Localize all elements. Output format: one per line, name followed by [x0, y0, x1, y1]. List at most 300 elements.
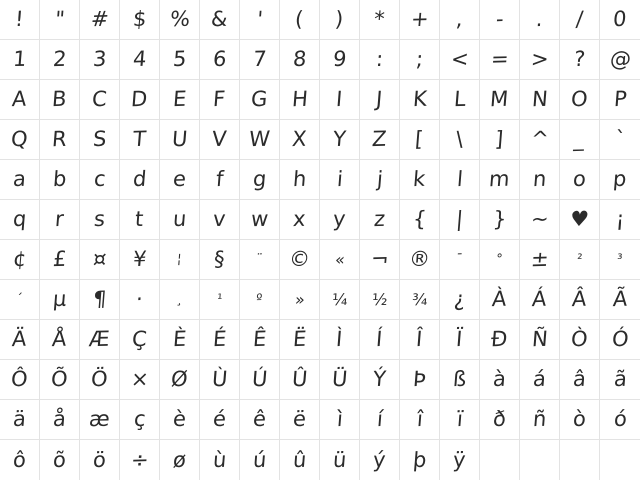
glyph: W: [248, 126, 271, 152]
glyph-cell[interactable]: [240, 40, 280, 80]
glyph-cell[interactable]: [360, 120, 400, 160]
glyph-cell[interactable]: [440, 440, 480, 480]
glyph-cell[interactable]: [160, 360, 200, 400]
glyph-cell[interactable]: [200, 80, 240, 120]
glyph-cell[interactable]: [600, 320, 640, 360]
glyph-cell[interactable]: [40, 400, 80, 440]
glyph: :: [375, 46, 385, 72]
glyph: U: [170, 126, 189, 152]
glyph: å: [52, 406, 67, 432]
glyph: R: [51, 126, 68, 152]
glyph: C: [91, 86, 108, 112]
glyph: ã: [612, 366, 628, 392]
glyph-cell[interactable]: [360, 280, 400, 320]
glyph: É: [211, 326, 228, 352]
glyph-cell[interactable]: [560, 320, 600, 360]
glyph: v: [212, 206, 227, 232]
glyph-cell[interactable]: [0, 320, 40, 360]
glyph-cell[interactable]: [160, 400, 200, 440]
glyph: õ: [52, 447, 67, 472]
glyph-cell[interactable]: [80, 400, 120, 440]
glyph-cell[interactable]: [240, 120, 280, 160]
glyph: P: [612, 86, 628, 112]
glyph: K: [411, 86, 428, 112]
glyph-cell[interactable]: [480, 0, 520, 40]
glyph: +: [409, 6, 430, 32]
glyph-cell[interactable]: [560, 440, 600, 480]
glyph-cell[interactable]: [200, 400, 240, 440]
glyph-cell[interactable]: [600, 80, 640, 120]
glyph-cell[interactable]: [160, 160, 200, 200]
glyph-cell[interactable]: [240, 400, 280, 440]
glyph-cell[interactable]: [520, 160, 560, 200]
glyph-cell[interactable]: [120, 400, 160, 440]
glyph-cell[interactable]: [200, 280, 240, 320]
glyph-cell[interactable]: [480, 360, 520, 400]
glyph: è: [172, 406, 187, 432]
glyph-cell[interactable]: [400, 0, 440, 40]
glyph-cell[interactable]: [440, 40, 480, 80]
glyph-cell[interactable]: [600, 200, 640, 240]
glyph-cell[interactable]: [40, 40, 80, 80]
glyph-cell[interactable]: [480, 400, 520, 440]
glyph-cell[interactable]: [320, 400, 360, 440]
glyph-cell[interactable]: [400, 400, 440, 440]
glyph: B: [51, 86, 68, 112]
glyph: ñ: [531, 406, 548, 432]
glyph-cell[interactable]: [160, 120, 200, 160]
glyph-cell[interactable]: [440, 400, 480, 440]
glyph: ¸: [175, 291, 184, 308]
glyph-cell[interactable]: [480, 320, 520, 360]
glyph: f: [214, 166, 225, 192]
glyph: ~: [529, 206, 550, 232]
glyph: Y: [332, 126, 347, 152]
glyph-cell[interactable]: [320, 40, 360, 80]
glyph: ♥: [569, 206, 590, 232]
glyph: Û: [290, 366, 309, 392]
glyph-cell[interactable]: [360, 160, 400, 200]
glyph-cell[interactable]: [600, 400, 640, 440]
glyph: Á: [531, 286, 548, 312]
glyph: 5: [171, 46, 188, 72]
glyph-cell[interactable]: [40, 120, 80, 160]
glyph-cell[interactable]: [400, 120, 440, 160]
glyph-cell[interactable]: [40, 200, 80, 240]
glyph-cell[interactable]: [40, 280, 80, 320]
glyph-cell[interactable]: [240, 0, 280, 40]
glyph: !: [14, 6, 25, 32]
glyph: Ï: [455, 326, 464, 352]
glyph-cell[interactable]: [280, 240, 320, 280]
glyph: %: [168, 6, 191, 32]
glyph-cell[interactable]: [360, 40, 400, 80]
glyph-cell[interactable]: [560, 240, 600, 280]
glyph-cell[interactable]: [440, 160, 480, 200]
glyph: À: [491, 286, 508, 312]
glyph-cell[interactable]: [120, 120, 160, 160]
glyph-cell[interactable]: [560, 200, 600, 240]
glyph-cell[interactable]: [280, 0, 320, 40]
glyph: £: [51, 246, 68, 272]
glyph-cell[interactable]: [240, 200, 280, 240]
glyph-cell[interactable]: [240, 360, 280, 400]
glyph: M: [489, 86, 510, 112]
glyph-cell[interactable]: [560, 120, 600, 160]
glyph-cell[interactable]: [40, 160, 80, 200]
glyph-cell[interactable]: [280, 440, 320, 480]
glyph: u: [171, 206, 188, 232]
glyph: m: [488, 166, 511, 192]
glyph-cell[interactable]: [80, 120, 120, 160]
glyph-cell[interactable]: [240, 240, 280, 280]
glyph-cell[interactable]: [560, 0, 600, 40]
glyph: ¬: [369, 246, 390, 272]
glyph-cell[interactable]: [200, 40, 240, 80]
glyph-cell[interactable]: [40, 80, 80, 120]
glyph-cell[interactable]: [520, 320, 560, 360]
glyph-cell[interactable]: [320, 80, 360, 120]
glyph: æ: [88, 406, 111, 432]
glyph-cell[interactable]: [200, 0, 240, 40]
glyph-cell[interactable]: [600, 280, 640, 320]
glyph: µ: [51, 286, 68, 312]
glyph: Ý: [372, 366, 387, 392]
glyph-cell[interactable]: [520, 400, 560, 440]
glyph: $: [131, 6, 148, 32]
glyph: Ñ: [530, 326, 549, 352]
glyph-cell[interactable]: [600, 160, 640, 200]
glyph: 7: [251, 46, 268, 72]
glyph-cell[interactable]: [360, 0, 400, 40]
glyph-cell[interactable]: [80, 440, 120, 480]
glyph: q: [11, 206, 28, 232]
glyph: ¤: [91, 246, 108, 272]
glyph: I: [335, 86, 344, 112]
glyph-cell[interactable]: [120, 80, 160, 120]
glyph: k: [412, 166, 427, 192]
glyph-cell[interactable]: [40, 440, 80, 480]
glyph-cell[interactable]: [200, 320, 240, 360]
glyph: ·: [135, 286, 144, 312]
glyph-cell[interactable]: [0, 160, 40, 200]
glyph: Ç: [131, 326, 148, 352]
glyph-cell[interactable]: [200, 120, 240, 160]
glyph-cell[interactable]: [280, 160, 320, 200]
glyph-cell[interactable]: [400, 240, 440, 280]
glyph-cell[interactable]: [0, 240, 40, 280]
glyph-cell[interactable]: [240, 160, 280, 200]
glyph-cell[interactable]: [0, 440, 40, 480]
glyph-cell[interactable]: [320, 120, 360, 160]
glyph-cell[interactable]: [120, 200, 160, 240]
glyph: 8: [291, 46, 308, 72]
glyph: i: [335, 166, 344, 192]
glyph-cell[interactable]: [440, 280, 480, 320]
glyph: Ð: [490, 326, 509, 352]
glyph-cell[interactable]: [320, 0, 360, 40]
glyph: ü: [331, 447, 348, 472]
glyph: [: [414, 126, 425, 152]
glyph-cell[interactable]: [320, 360, 360, 400]
glyph-cell[interactable]: [440, 240, 480, 280]
glyph-cell[interactable]: [520, 80, 560, 120]
glyph-cell[interactable]: [440, 120, 480, 160]
glyph: Õ: [50, 366, 69, 392]
glyph-cell[interactable]: [120, 240, 160, 280]
glyph: ½: [371, 289, 389, 309]
glyph-cell[interactable]: [280, 320, 320, 360]
glyph: ±: [529, 246, 550, 272]
glyph: h: [291, 166, 308, 192]
glyph-cell[interactable]: [600, 40, 640, 80]
glyph-cell[interactable]: [360, 240, 400, 280]
glyph: (: [294, 6, 305, 32]
glyph-cell[interactable]: [200, 160, 240, 200]
glyph-cell[interactable]: [440, 200, 480, 240]
glyph-cell[interactable]: [320, 240, 360, 280]
glyph-cell[interactable]: [160, 320, 200, 360]
glyph-cell[interactable]: [520, 120, 560, 160]
glyph-cell[interactable]: [280, 40, 320, 80]
glyph-cell[interactable]: [80, 200, 120, 240]
glyph: 1: [11, 46, 28, 72]
glyph: Â: [571, 286, 588, 312]
glyph-cell[interactable]: [120, 320, 160, 360]
glyph-cell[interactable]: [240, 80, 280, 120]
glyph-cell[interactable]: [400, 320, 440, 360]
glyph-cell[interactable]: [120, 0, 160, 40]
glyph-cell[interactable]: [200, 360, 240, 400]
glyph-cell[interactable]: [120, 40, 160, 80]
glyph-cell[interactable]: [120, 280, 160, 320]
glyph: à: [492, 366, 507, 392]
glyph: }: [491, 206, 508, 232]
glyph: Ì: [335, 326, 344, 352]
glyph-cell[interactable]: [480, 160, 520, 200]
glyph-cell[interactable]: [600, 360, 640, 400]
glyph: `: [613, 126, 627, 152]
glyph-cell[interactable]: [360, 80, 400, 120]
glyph-cell[interactable]: [240, 280, 280, 320]
glyph-cell[interactable]: [0, 360, 40, 400]
glyph: 6: [211, 46, 228, 72]
glyph-cell[interactable]: [80, 0, 120, 40]
glyph-cell[interactable]: [160, 440, 200, 480]
glyph-cell[interactable]: [280, 200, 320, 240]
glyph-cell[interactable]: [80, 320, 120, 360]
glyph: þ: [411, 447, 428, 472]
glyph: d: [131, 166, 148, 192]
glyph-cell[interactable]: [0, 0, 40, 40]
glyph-cell[interactable]: [40, 0, 80, 40]
glyph: a: [12, 166, 27, 192]
glyph-cell[interactable]: [0, 120, 40, 160]
glyph-cell[interactable]: [200, 240, 240, 280]
glyph-cell[interactable]: [400, 200, 440, 240]
glyph: r: [54, 206, 65, 232]
glyph-cell[interactable]: [480, 80, 520, 120]
glyph-cell[interactable]: [320, 320, 360, 360]
glyph-cell[interactable]: [480, 280, 520, 320]
glyph-cell[interactable]: [560, 360, 600, 400]
glyph-cell[interactable]: [40, 240, 80, 280]
glyph-cell[interactable]: [400, 360, 440, 400]
glyph-cell[interactable]: [520, 440, 560, 480]
glyph: ¡: [614, 206, 626, 232]
glyph: X: [291, 126, 308, 152]
glyph-cell[interactable]: [600, 440, 640, 480]
glyph-cell[interactable]: [520, 0, 560, 40]
glyph-cell[interactable]: [400, 40, 440, 80]
glyph-cell[interactable]: [240, 320, 280, 360]
glyph-cell[interactable]: [560, 80, 600, 120]
glyph: 3: [91, 46, 108, 72]
glyph-cell[interactable]: [200, 440, 240, 480]
glyph-cell[interactable]: [280, 360, 320, 400]
glyph: Ë: [291, 326, 308, 352]
glyph-cell[interactable]: [80, 360, 120, 400]
glyph-cell[interactable]: [480, 440, 520, 480]
glyph-cell[interactable]: [160, 40, 200, 80]
glyph: t: [134, 206, 145, 232]
glyph-cell[interactable]: [480, 200, 520, 240]
glyph-cell[interactable]: [0, 80, 40, 120]
glyph: &: [210, 6, 229, 32]
glyph-cell[interactable]: [440, 320, 480, 360]
glyph-cell[interactable]: [0, 40, 40, 80]
glyph-cell[interactable]: [480, 240, 520, 280]
glyph-cell[interactable]: [480, 40, 520, 80]
glyph: N: [530, 86, 549, 112]
glyph-cell[interactable]: [200, 200, 240, 240]
glyph-cell[interactable]: [400, 80, 440, 120]
glyph-cell[interactable]: [400, 160, 440, 200]
glyph: ï: [455, 406, 464, 432]
glyph-cell[interactable]: [80, 280, 120, 320]
glyph: ¾: [411, 289, 429, 309]
glyph-cell[interactable]: [120, 160, 160, 200]
glyph-cell[interactable]: [600, 0, 640, 40]
glyph-cell[interactable]: [40, 360, 80, 400]
glyph: Ã: [611, 286, 629, 312]
glyph-cell[interactable]: [400, 280, 440, 320]
glyph-cell[interactable]: [0, 200, 40, 240]
glyph: ð: [492, 406, 507, 432]
glyph: _: [573, 126, 586, 152]
glyph-cell[interactable]: [0, 280, 40, 320]
glyph-cell[interactable]: [360, 400, 400, 440]
glyph-cell[interactable]: [320, 160, 360, 200]
glyph: ^: [529, 126, 550, 152]
glyph-cell[interactable]: [160, 280, 200, 320]
glyph-cell[interactable]: [80, 240, 120, 280]
glyph-cell[interactable]: [240, 440, 280, 480]
glyph-cell[interactable]: [440, 80, 480, 120]
glyph-cell[interactable]: [480, 120, 520, 160]
glyph-cell[interactable]: [160, 240, 200, 280]
glyph: ©: [288, 246, 312, 272]
glyph-cell[interactable]: [520, 280, 560, 320]
glyph: ì: [335, 406, 344, 432]
glyph: z: [373, 206, 387, 232]
glyph: ý: [372, 447, 387, 472]
glyph: Þ: [412, 366, 427, 392]
glyph: ù: [211, 447, 228, 472]
glyph-cell[interactable]: [320, 280, 360, 320]
glyph-cell[interactable]: [280, 80, 320, 120]
glyph: E: [171, 86, 188, 112]
glyph-cell[interactable]: [120, 360, 160, 400]
glyph-cell[interactable]: [560, 280, 600, 320]
glyph-cell[interactable]: [160, 0, 200, 40]
glyph: Ö: [90, 366, 109, 392]
glyph: s: [93, 206, 106, 232]
glyph-cell[interactable]: [80, 40, 120, 80]
glyph: j: [375, 166, 384, 192]
glyph: ò: [572, 406, 587, 432]
glyph-cell[interactable]: [280, 400, 320, 440]
glyph: ç: [132, 406, 147, 432]
glyph-cell[interactable]: [440, 0, 480, 40]
glyph-cell[interactable]: [360, 200, 400, 240]
glyph-cell[interactable]: [320, 200, 360, 240]
glyph-cell[interactable]: [360, 440, 400, 480]
glyph-cell[interactable]: [600, 240, 640, 280]
glyph: g: [251, 166, 268, 192]
glyph: ;: [415, 46, 425, 72]
glyph-cell[interactable]: [400, 440, 440, 480]
glyph-cell[interactable]: [600, 120, 640, 160]
glyph: «: [333, 249, 346, 269]
glyph: ¢: [11, 246, 28, 272]
glyph: ¹: [216, 291, 223, 308]
glyph: Ü: [330, 366, 349, 392]
glyph: ": [53, 6, 66, 32]
glyph-cell[interactable]: [520, 200, 560, 240]
glyph: #: [89, 6, 110, 32]
glyph: /: [575, 6, 585, 32]
glyph-cell[interactable]: [80, 160, 120, 200]
glyph: ó: [612, 406, 628, 432]
glyph-cell[interactable]: [160, 200, 200, 240]
glyph-cell[interactable]: [560, 400, 600, 440]
glyph: H: [290, 86, 309, 112]
glyph-cell[interactable]: [520, 40, 560, 80]
glyph: ,: [455, 6, 464, 32]
glyph-cell[interactable]: [360, 360, 400, 400]
glyph-cell[interactable]: [0, 400, 40, 440]
glyph-cell[interactable]: [440, 360, 480, 400]
glyph-cell[interactable]: [520, 240, 560, 280]
glyph-cell[interactable]: [280, 120, 320, 160]
glyph: ³: [616, 251, 624, 268]
glyph-cell[interactable]: [320, 440, 360, 480]
glyph: T: [132, 126, 147, 152]
glyph-cell[interactable]: [160, 80, 200, 120]
glyph-cell[interactable]: [280, 280, 320, 320]
glyph-cell[interactable]: [520, 360, 560, 400]
glyph-cell[interactable]: [120, 440, 160, 480]
glyph-cell[interactable]: [40, 320, 80, 360]
glyph-cell[interactable]: [560, 160, 600, 200]
glyph-cell[interactable]: [560, 40, 600, 80]
glyph: n: [531, 166, 548, 192]
glyph-cell[interactable]: [360, 320, 400, 360]
glyph: e: [172, 166, 187, 192]
glyph: Í: [375, 326, 384, 352]
glyph-cell[interactable]: [80, 80, 120, 120]
